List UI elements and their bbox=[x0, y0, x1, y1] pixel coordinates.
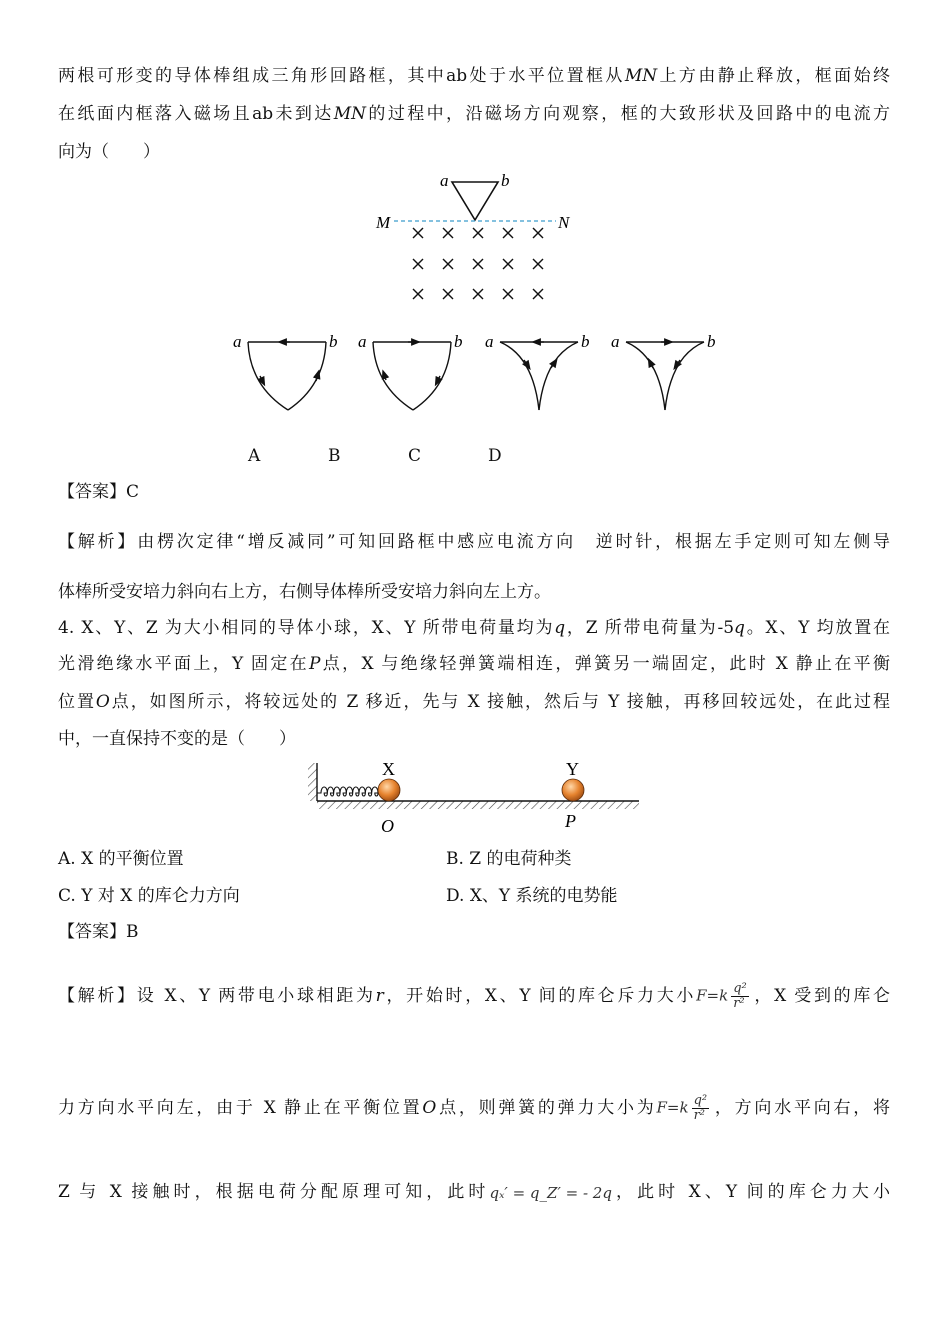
field-crosses bbox=[413, 228, 543, 299]
label-O: O bbox=[381, 816, 394, 836]
q4-stem-line-1: 4. X、Y、Z 为大小相同的导体小球，X、Y 所带电荷量均为q，Z 所带电荷量为-5q。X、Y 均放置在 bbox=[58, 618, 890, 638]
option-b-shape bbox=[373, 342, 451, 410]
opt-b-label-a: a bbox=[358, 332, 367, 351]
ball-y bbox=[562, 779, 584, 801]
q4-spring-balls-figure bbox=[305, 755, 645, 839]
triangle-frame bbox=[452, 182, 498, 220]
q3-stem-line-1: 两根可形变的导体棒组成三角形回路框，其中ab处于水平位置框从MN上方由静止释放，框面始终 bbox=[58, 66, 890, 86]
label-X: X bbox=[382, 759, 395, 779]
fig-label-N: N bbox=[558, 213, 570, 232]
ball-x bbox=[378, 779, 400, 801]
label-P: P bbox=[565, 811, 576, 831]
q3-answer: 【答案】C bbox=[58, 482, 140, 502]
wall-hatch bbox=[308, 763, 317, 801]
q3-magnetic-field-figure bbox=[370, 168, 580, 308]
opt-a-label-b: b bbox=[329, 332, 338, 351]
q3-stem-line-2: 在纸面内框落入磁场且ab未到达MN的过程中，沿磁场方向观察，框的大致形状及回路中的电流方 bbox=[58, 104, 890, 124]
q4-option-c[interactable]: C. Y 对 X 的库仑力方向 bbox=[58, 886, 240, 906]
q3-analysis-line-2: 体棒所受安培力斜向右上方，右侧导体棒所受安培力斜向左上方。 bbox=[58, 582, 551, 602]
q3-analysis-line-1: 【解析】由楞次定律“增反减同”可知回路框中感应电流方向 逆时针，根据左手定则可知左侧导 bbox=[58, 532, 890, 552]
option-a-shape bbox=[248, 342, 326, 410]
option-a-label: A bbox=[248, 446, 261, 466]
opt-a-label-a: a bbox=[233, 332, 242, 351]
opt-d-label-b: b bbox=[707, 332, 716, 351]
opt-d-label-a: a bbox=[611, 332, 620, 351]
option-c-label: C bbox=[408, 446, 422, 466]
option-d-label: D bbox=[488, 446, 502, 466]
charge-distribution-formula: qₓ′ = q_Z′ = - 2q bbox=[489, 1183, 612, 1202]
fig-label-M: M bbox=[376, 213, 391, 232]
q4-option-a[interactable]: A. X 的平衡位置 bbox=[58, 849, 184, 869]
q4-stem-line-3: 位置O点，如图所示，将较远处的 Z 移近，先与 X 接触，然后与 Y 接触，再移回较远处，在此过程 bbox=[58, 692, 890, 712]
q4-analysis-line-2: 力方向水平向左，由于 X 静止在平衡位置O点，则弹簧的弹力大小为F=k $\frac{\text{q²}}{\text{r²}}$ ，方向水平向右，将 bbox=[58, 1093, 891, 1123]
opt-c-label-b: b bbox=[581, 332, 590, 351]
spring-force-formula: F=k $\frac{\text{q²}}{\text{r²}}$ bbox=[656, 1093, 708, 1123]
q4-stem-line-4: 中，一直保持不变的是（ ） bbox=[58, 729, 296, 749]
q4-option-d[interactable]: D. X、Y 系统的电势能 bbox=[446, 886, 618, 906]
fig-label-b: b bbox=[501, 171, 510, 190]
coulomb-formula-1: F=k $\frac{\text{q²}}{\text{r²}}$ bbox=[696, 981, 747, 1011]
option-d-shape bbox=[626, 342, 704, 410]
q3-options-figure bbox=[228, 326, 728, 421]
q4-answer: 【答案】B bbox=[58, 922, 139, 942]
ground-hatch bbox=[317, 801, 639, 809]
q4-analysis-line-3: Z 与 X 接触时，根据电荷分配原理可知，此时qₓ′ = q_Z′ = - 2q，此时 X、Y 间的库仑力大小 bbox=[58, 1180, 890, 1205]
option-b-label: B bbox=[328, 446, 341, 466]
opt-b-label-b: b bbox=[454, 332, 463, 351]
q4-stem-line-2: 光滑绝缘水平面上，Y 固定在P点，X 与绝缘轻弹簧端相连，弹簧另一端固定，此时 X 静止在平衡 bbox=[58, 654, 890, 674]
q4-analysis-line-1: 【解析】设 X、Y 两带电小球相距为r，开始时，X、Y 间的库仑斥力大小F=k $\frac{\text{q²}}{\text{r²}}$ ，X 受到的库仑 bbox=[58, 981, 890, 1011]
opt-c-label-a: a bbox=[485, 332, 494, 351]
spring bbox=[317, 787, 378, 796]
q4-option-b[interactable]: B. Z 的电荷种类 bbox=[446, 849, 572, 869]
option-c-shape bbox=[500, 342, 578, 410]
fig-label-a: a bbox=[440, 171, 449, 190]
label-Y: Y bbox=[566, 759, 579, 779]
q3-stem-line-3: 向为（ ） bbox=[58, 142, 160, 162]
